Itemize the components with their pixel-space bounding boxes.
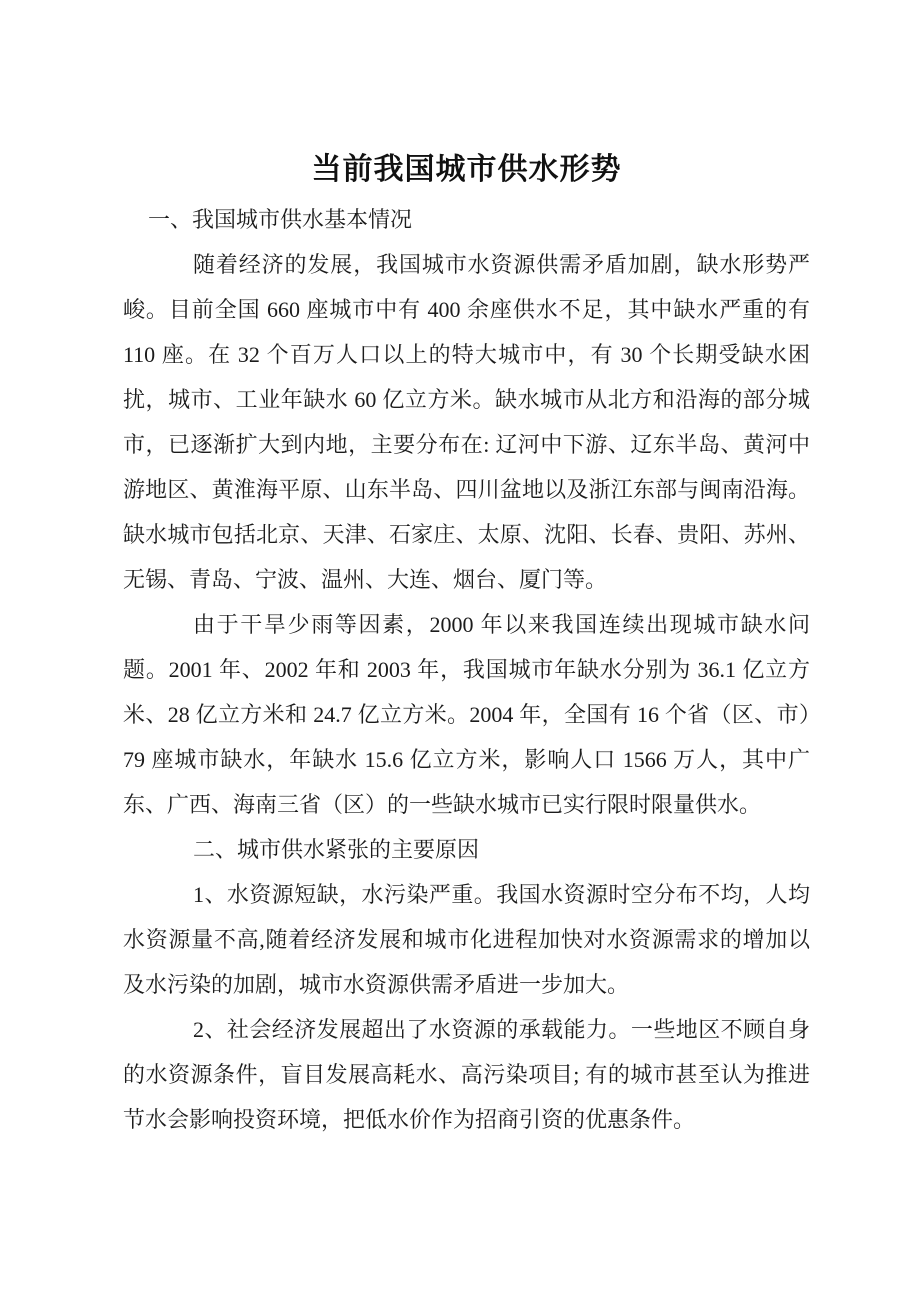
- section-heading-1: 一、我国城市供水基本情况: [148, 207, 413, 232]
- paragraph-supply-overview: 随着经济的发展，我国城市水资源供需矛盾加剧，缺水形势严峻。目前全国 660 座城市中有 400 余座供水不足，其中缺水严重的有 110 座。在 32 个百万人口以上的特大城市中，有 30 个长期受缺水困扰，城市、工业年缺水 60 亿立方米。缺水城市从北方和沿海的部分城市，已逐渐扩大到内地，主要分布在: 辽河中下游、辽东半岛、黄河中游地区、黄淮海平原、山东半岛、四川盆地以及浙江东部与闽南沿海。缺水城市包括北京、天津、石家庄、太原、沈阳、长春、贵阳、苏州、无锡、青岛、宁波、温州、大连、烟台、厦门等。: [123, 252, 810, 592]
- section-heading-2: 二、城市供水紧张的主要原因: [193, 837, 480, 862]
- paragraph-reason-2: 2、社会经济发展超出了水资源的承载能力。一些地区不顾自身的水资源条件，盲目发展高耗水、高污染项目; 有的城市甚至认为推进节水会影响投资环境，把低水价作为招商引资的优惠条件。: [123, 1017, 810, 1132]
- paragraph-drought-shortage: 由于干旱少雨等因素，2000 年以来我国连续出现城市缺水问题。2001 年、2002 年和 2003 年，我国城市年缺水分别为 36.1 亿立方米、28 亿立方米和 24.7 亿立方米。2004 年，全国有 16 个省（区、市）79 座城市缺水，年缺水 15.6 亿立方米，影响人口 1566 万人，其中广东、广西、海南三省（区）的一些缺水城市已实行限时限量供水。: [123, 612, 810, 817]
- paragraph-reason-1: 1、水资源短缺，水污染严重。我国水资源时空分布不均，人均水资源量不高,随着经济发展和城市化进程加快对水资源需求的增加以及水污染的加剧，城市水资源供需矛盾进一步加大。: [123, 882, 810, 997]
- document-title: 当前我国城市供水形势: [311, 152, 622, 187]
